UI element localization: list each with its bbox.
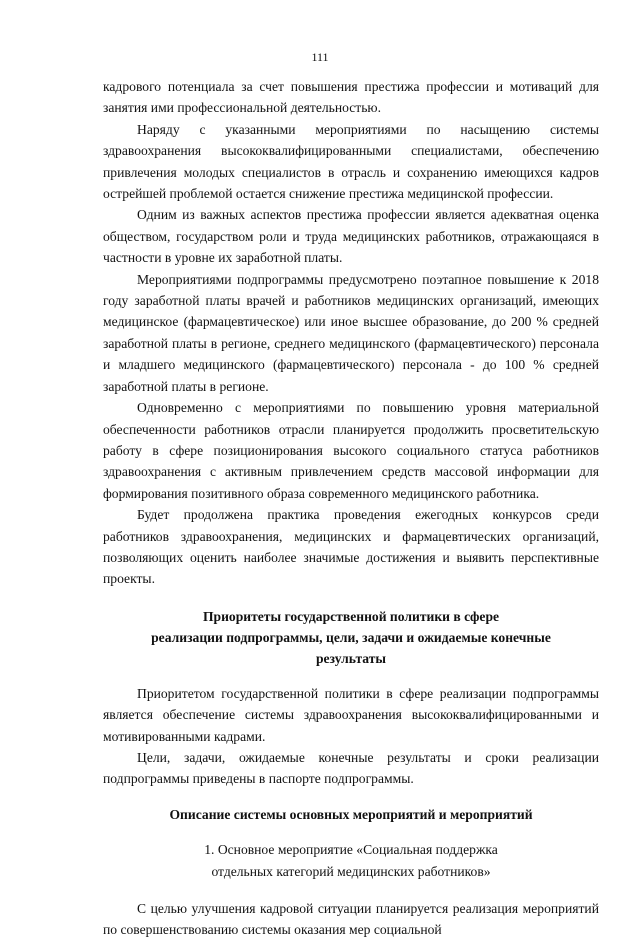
document-body	[103, 76, 599, 941]
heading-line: Приоритеты государственной политики в сфере	[202, 608, 500, 624]
heading-line: результаты	[315, 650, 387, 666]
section-heading-description: Описание системы основных мероприятий и мероприятий	[169, 806, 533, 822]
section-heading-priorities	[103, 606, 599, 669]
paragraph: Цели, задачи, ожидаемые конечные результаты и сроки реализации подпрограммы приведены в паспорте подпрограммы.	[103, 749, 599, 787]
paragraph: Приоритетом государственной политики в сфере реализации подпрограммы является обеспечение системы здравоохранения высококвалифицированными и мотивированными кадрами.	[103, 685, 599, 744]
paragraph: Одновременно с мероприятиями по повышению уровня материальной обеспеченности работников отрасли планируется продолжить просветительскую работу в сфере позиционирования высокого социального статуса работников здравоохранения с активным привлечением средств массовой информации для формирования позитивного образа современного медицинского работника.	[103, 400, 599, 501]
subsection-heading-event	[103, 839, 599, 882]
heading-line: отдельных категорий медицинских работников»	[211, 863, 491, 879]
paragraph: кадрового потенциала за счет повышения престижа профессии и мотиваций для занятия ими профессиональной деятельностью.	[103, 79, 599, 116]
paragraph: С целью улучшения кадровой ситуации планируется реализация мероприятий по совершенствованию системы оказания мер социальной	[103, 901, 599, 938]
page-number: 111	[311, 50, 329, 64]
paragraph: Будет продолжена практика проведения ежегодных конкурсов среди работников здравоохранения, медицинских и фармацевтических организаций, позволяющих оценить наиболее значимые достижения и выявить перспективные проекты.	[103, 507, 599, 587]
heading-line: реализации подпрограммы, цели, задачи и ожидаемые конечные	[151, 629, 551, 645]
paragraph: Одним из важных аспектов престижа профессии является адекватная оценка обществом, государством роли и труда медицинских работников, отражающаяся в частности в уровне их заработной платы.	[103, 207, 599, 266]
paragraph: Наряду с указанными мероприятиями по насыщению системы здравоохранения высококвалифицированными специалистами, обеспечению привлечения молодых специалистов в отрасль и сохранению имеющихся кадров острейшей проблемой остается снижение престижа медицинской профессии.	[103, 121, 599, 202]
heading-line: 1. Основное мероприятие «Социальная поддержка	[204, 842, 498, 858]
paragraph: Мероприятиями подпрограммы предусмотрено поэтапное повышение к 2018 году заработной платы врачей и работников медицинских организаций, имеющих медицинское (фармацевтическое) или иное высшее образование, до 200 % средней заработной платы в регионе, среднего медицинского (фармацевтического) персонала и младшего медицинского (фармацевтического) персонала - до 100 % средней заработной платы в регионе.	[103, 271, 599, 394]
